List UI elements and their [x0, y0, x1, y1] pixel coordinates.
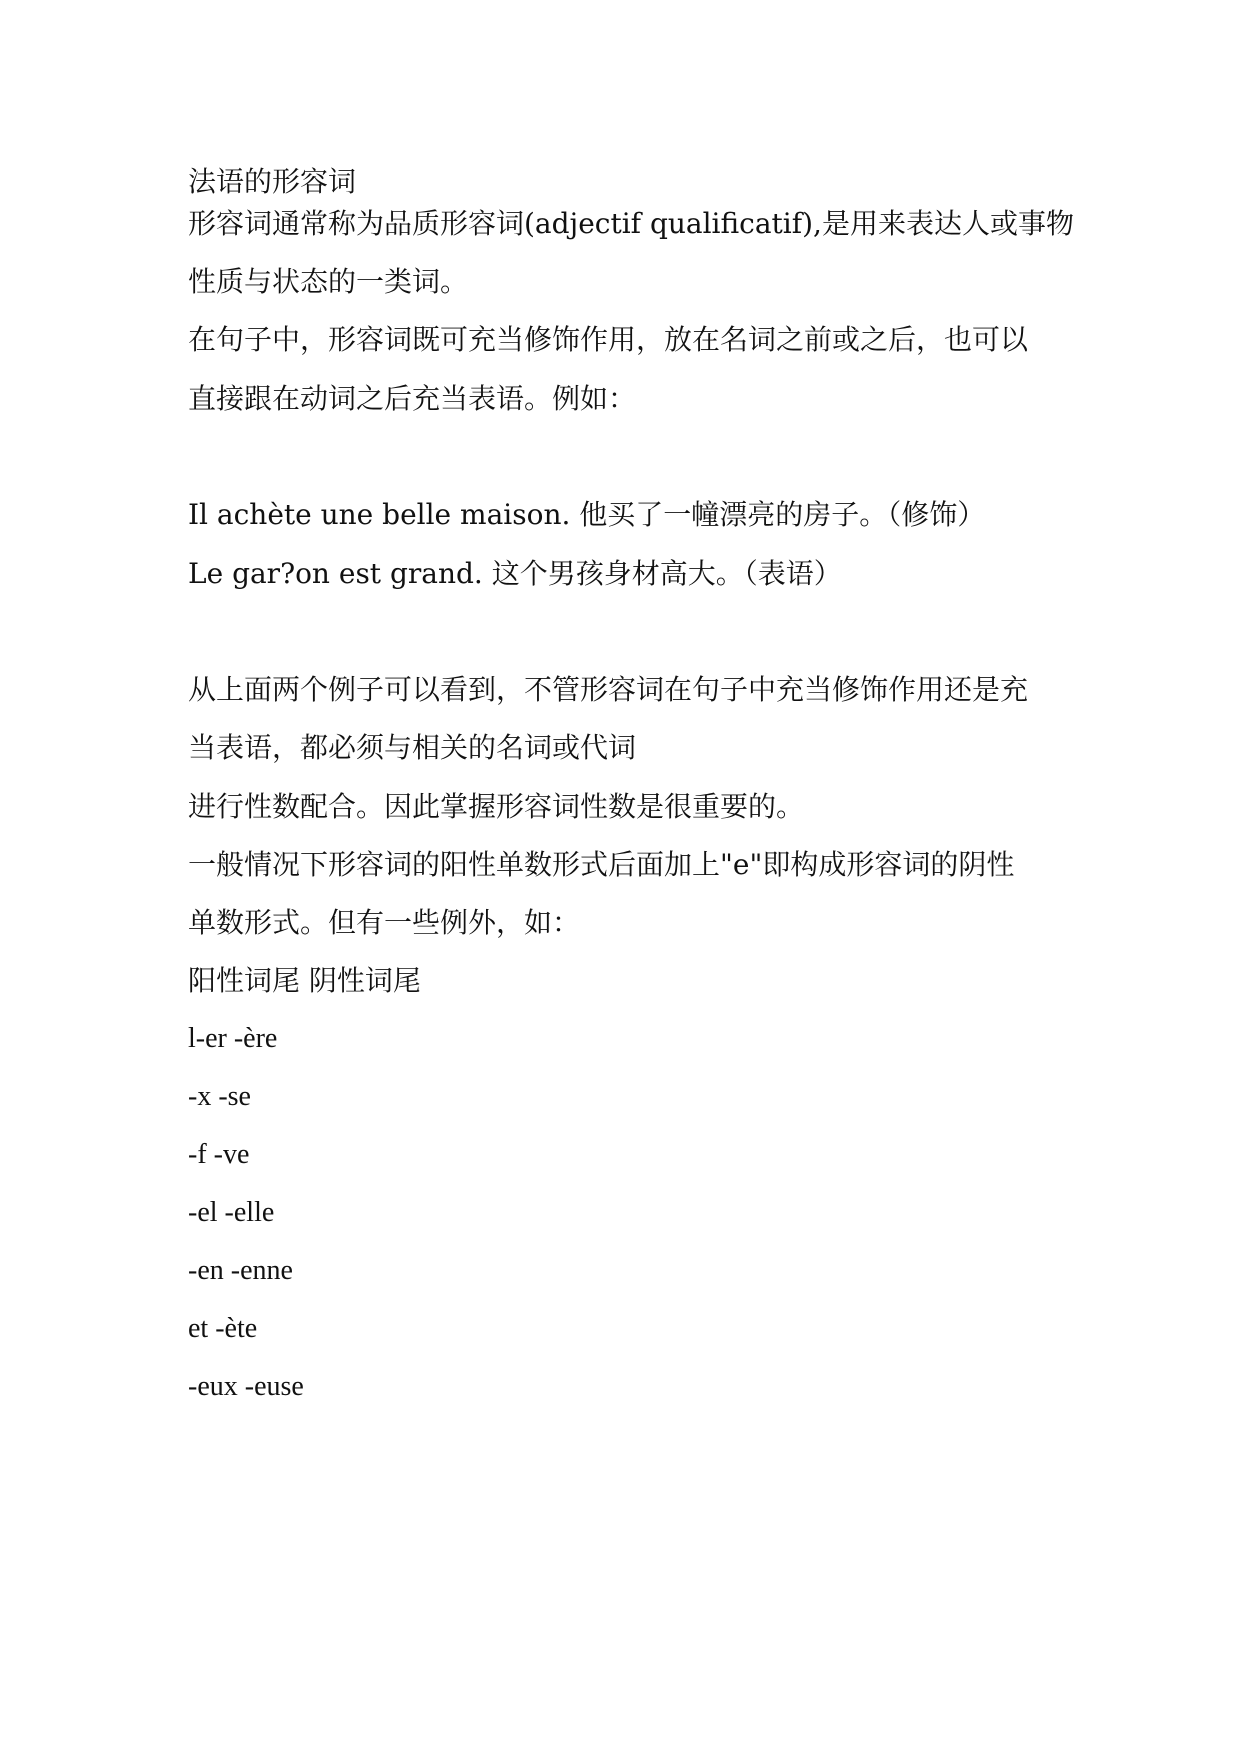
suffix-line: et -ète: [188, 1313, 258, 1344]
paragraph-line: 进行性数配合。因此掌握形容词性数是很重要的。: [188, 790, 805, 823]
paragraph-line: 单数形式。但有一些例外，如：: [188, 906, 581, 939]
paragraph-line: 一般情况下形容词的阳性单数形式后面加上"e"即构成形容词的阴性: [188, 848, 1015, 881]
paragraph-line: 形容词通常称为品质形容词(adjectif qualificatif),是用来表达人或事物: [188, 207, 1074, 240]
paragraph-line: 当表语，都必须与相关的名词或代词: [188, 731, 637, 764]
table-header-line: 阳性词尾 阴性词尾: [188, 964, 421, 997]
paragraph-line: 从上面两个例子可以看到，不管形容词在句子中充当修饰作用还是充: [188, 673, 1029, 706]
suffix-line: -eux -euse: [188, 1371, 304, 1402]
example-line: Il achète une belle maison. 他买了一幢漂亮的房子。（修饰）: [188, 498, 986, 531]
suffix-line: -en -enne: [188, 1255, 293, 1286]
suffix-line: -x -se: [188, 1081, 251, 1112]
paragraph-line: 直接跟在动词之后充当表语。例如：: [188, 382, 637, 415]
suffix-line: -f -ve: [188, 1139, 250, 1170]
example-line: Le gar?on est grand. 这个男孩身材高大。（表语）: [188, 557, 842, 590]
paragraph-line: 在句子中，形容词既可充当修饰作用，放在名词之前或之后，也可以: [188, 323, 1029, 356]
suffix-line: l-er -ère: [188, 1023, 278, 1054]
document-title: 法语的形容词: [188, 165, 357, 198]
suffix-line: -el -elle: [188, 1197, 275, 1228]
paragraph-line: 性质与状态的一类词。: [188, 265, 469, 298]
